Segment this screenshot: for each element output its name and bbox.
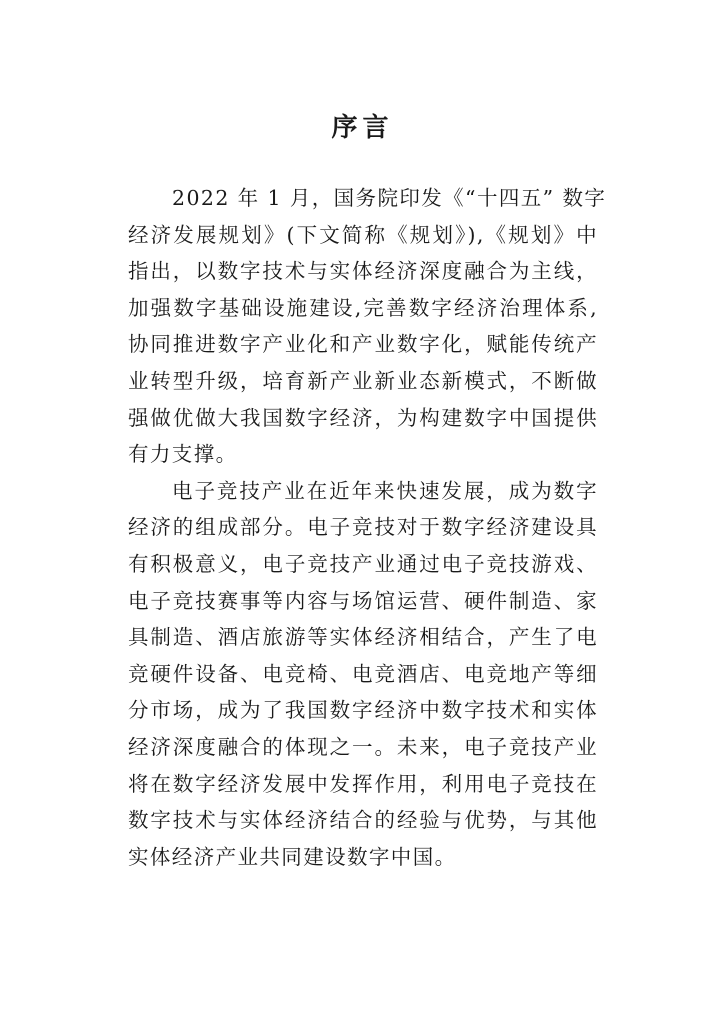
text-line: 业转型升级，培育新产业新业态新模式，不断做: [128, 368, 598, 393]
text-line: 电子竞技产业在近年来快速发展，成为数字: [172, 478, 598, 503]
text-line: 将在数字经济发展中发挥作用，利用电子竞技在: [128, 771, 598, 796]
text-line: 数字技术与实体经济结合的经验与优势，与其他: [128, 808, 598, 833]
paragraph-1: [128, 180, 607, 473]
page-title: 序言: [331, 113, 394, 143]
text-line: 竞硬件设备、电竞椅、电竞酒店、电竞地产等细: [128, 661, 598, 686]
text-line: 电子竞技赛事等内容与场馆运营、硬件制造、家: [128, 588, 598, 613]
text-line: 指出，以数字技术与实体经济深度融合为主线，: [128, 259, 598, 284]
text-line: 有积极意义，电子竞技产业通过电子竞技游戏、: [128, 551, 598, 576]
text-line: 协同推进数字产业化和产业数字化，赋能传统产: [128, 332, 598, 357]
text-line: 经济发展规划》(下文简称《规划》),《规划》中: [128, 222, 598, 247]
text-line: 有力支撑。: [128, 442, 238, 467]
text-line: 经济深度融合的体现之一。未来，电子竞技产业: [128, 734, 598, 759]
text-line: 加强数字基础设施建设,完善数字经济治理体系,: [128, 295, 598, 320]
text-line: 2022 年 1 月，国务院印发《“十四五” 数字: [172, 186, 607, 210]
text-line: 经济的组成部分。电子竞技对于数字经济建设具: [128, 515, 598, 540]
text-line: 实体经济产业共同建设数字中国。: [128, 844, 457, 869]
text-line: 具制造、酒店旅游等实体经济相结合，产生了电: [128, 625, 598, 650]
text-line: 分市场，成为了我国数字经济中数字技术和实体: [128, 698, 598, 723]
body-text: [128, 180, 607, 875]
text-line: 强做优做大我国数字经济，为构建数字中国提供: [128, 405, 598, 430]
paragraph-2: [128, 473, 598, 876]
